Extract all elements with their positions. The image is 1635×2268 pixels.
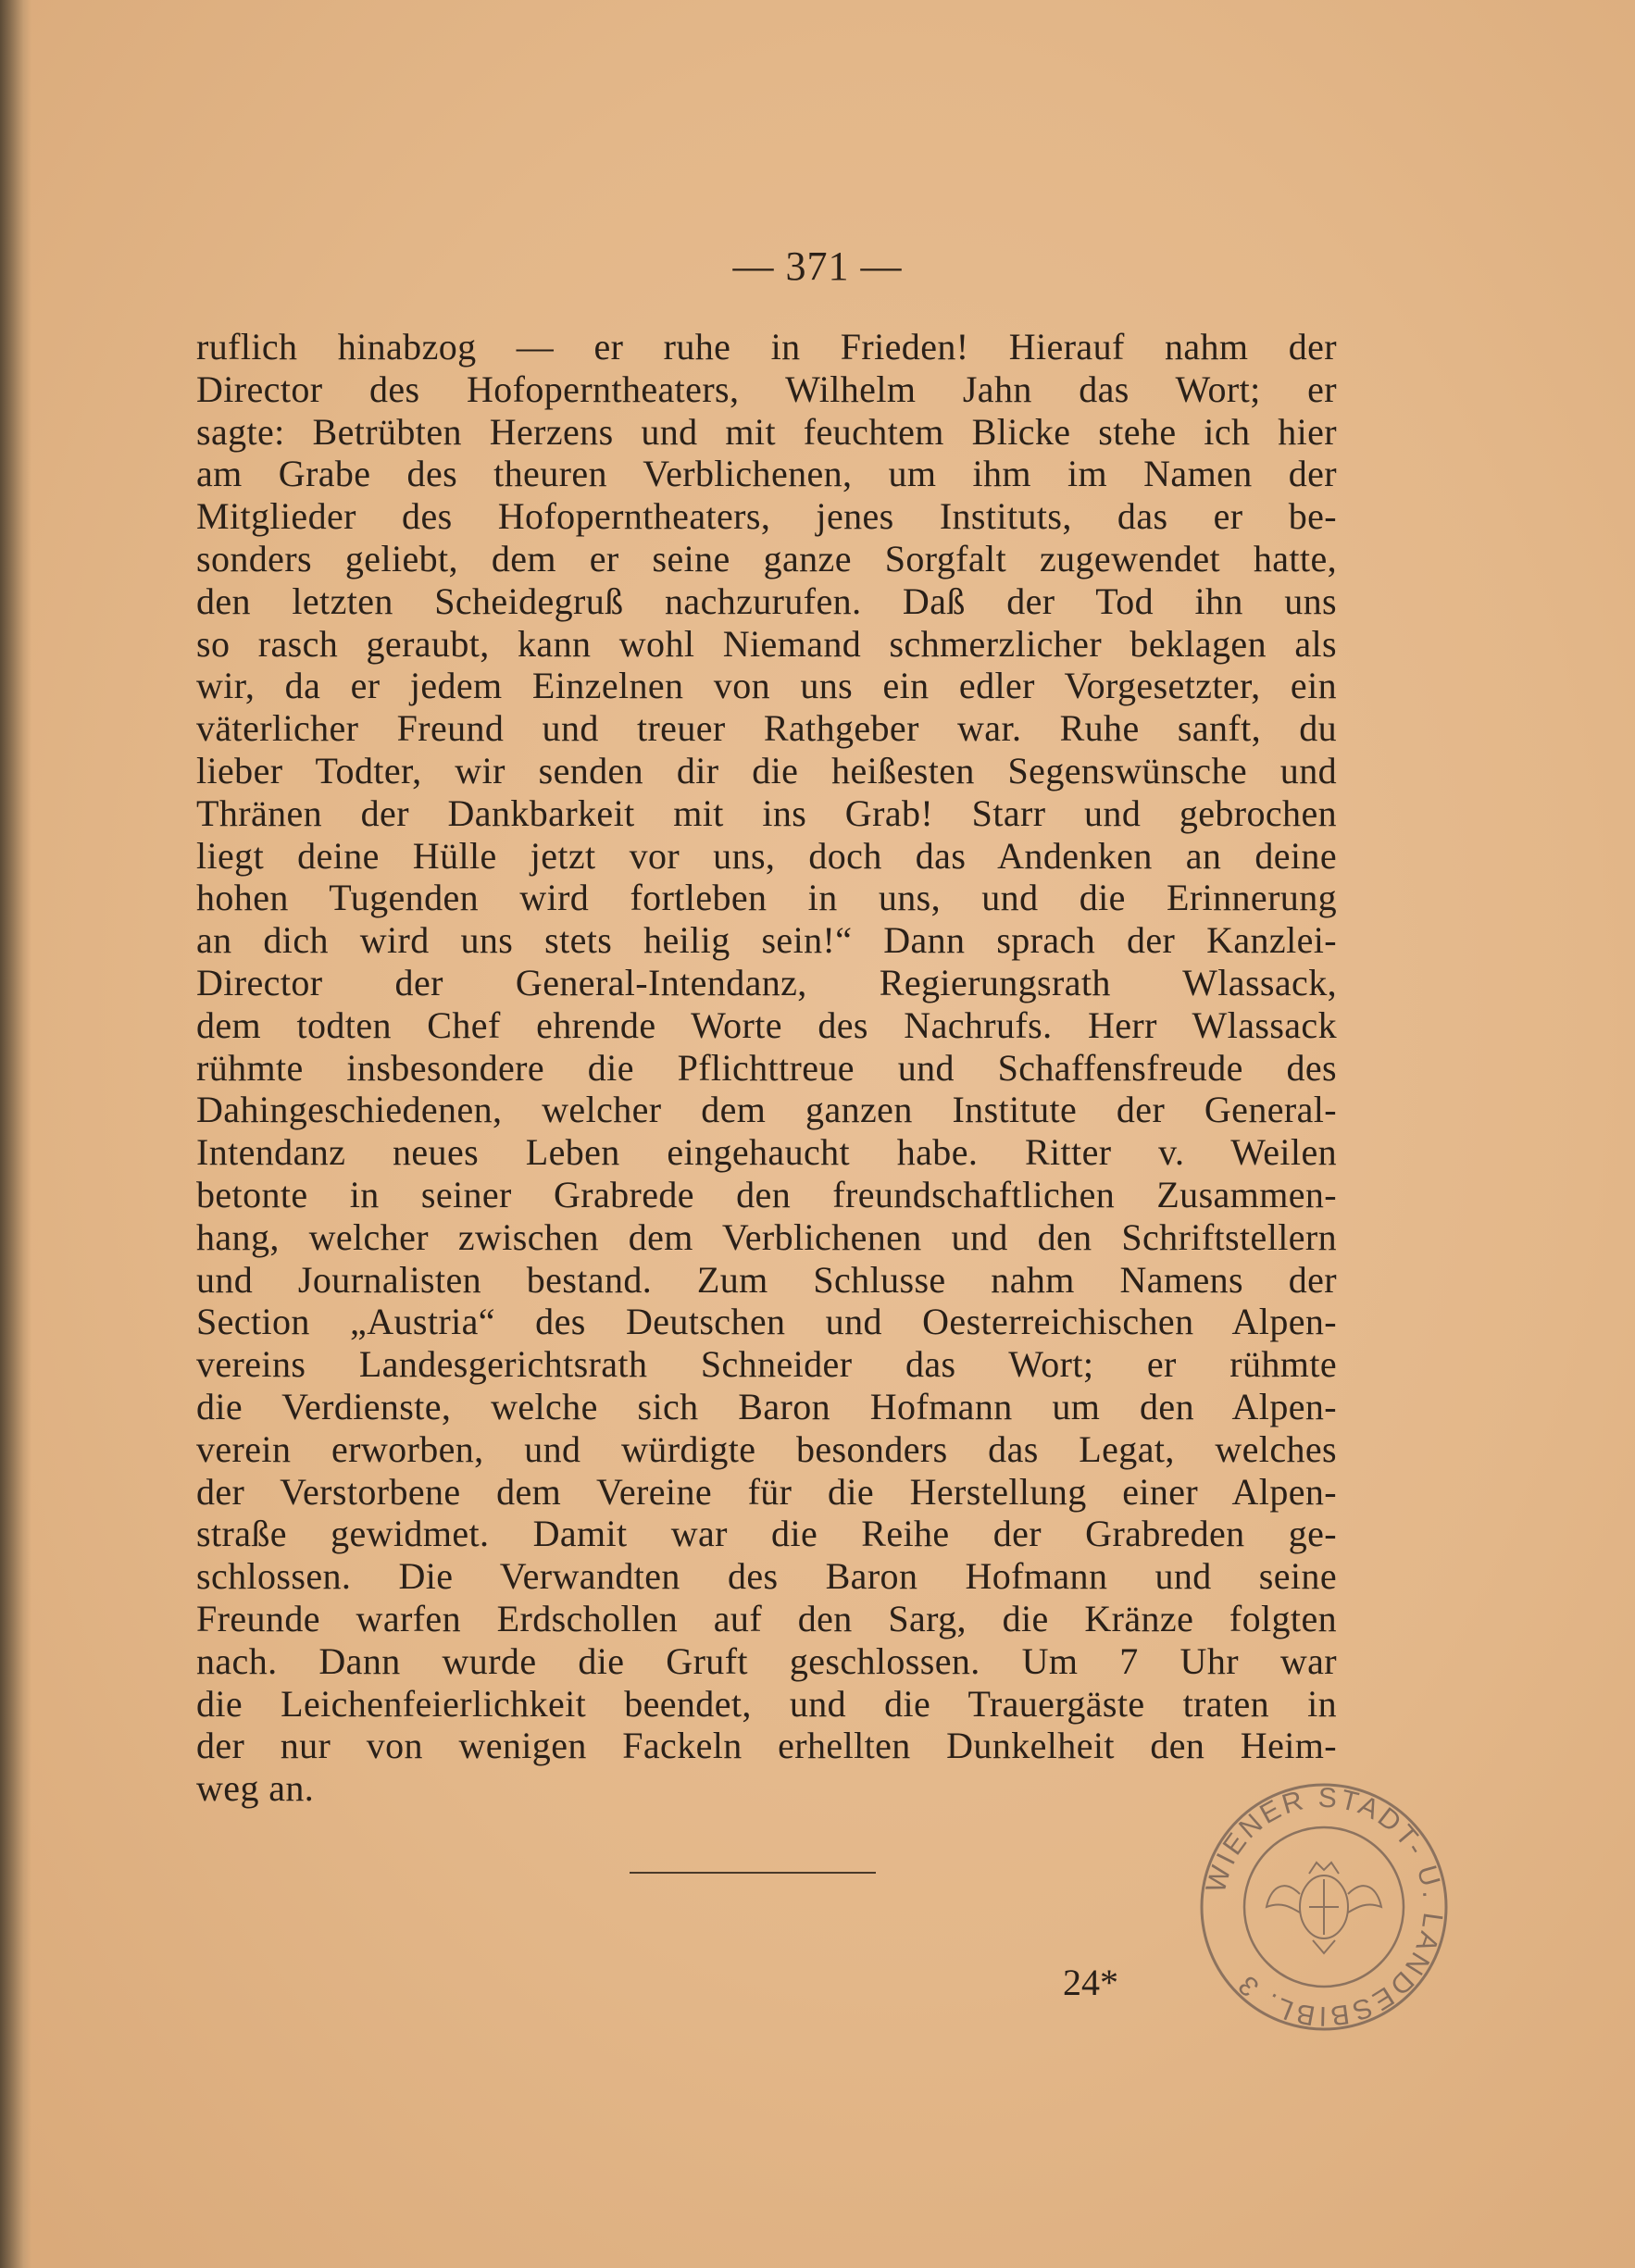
svg-text:WIENER STADT- U. LANDESBIBL. 3: WIENER STADT- U. LANDESBIBL. 3 [1200, 1782, 1449, 2032]
text-line: lieber Todter, wir senden dir die heißesten Segenswünsche und [196, 749, 1337, 791]
text-line: dem todten Chef ehrende Worte des Nachrufs. Herr Wlassack [196, 1003, 1337, 1046]
text-line: Director der General-Intendanz, Regierungsrath Wlassack, [196, 961, 1337, 1003]
text-line: vereins Landesgerichtsrath Schneider das Wort; er rühmte [196, 1343, 1337, 1386]
text-line: hohen Tugenden wird fortleben in uns, und die Erinnerung [196, 877, 1337, 919]
text-line: weg an. [196, 1767, 315, 1810]
text-line: den letzten Scheidegruß nachzurufen. Daß der Tod ihn uns [196, 579, 1337, 622]
text-line: wir, da er jedem Einzelnen von uns ein edler Vorgesetzter, ein [196, 665, 1337, 707]
text-line: betonte in seiner Grabrede den freundschaftlichen Zusammen- [196, 1173, 1337, 1215]
text-line: rühmte insbesondere die Pflichttreue und Schaffensfreude des [196, 1046, 1337, 1089]
text-line: die Verdienste, welche sich Baron Hofmann um den Alpen- [196, 1385, 1337, 1427]
text-line: der Verstorbene dem Vereine für die Herstellung einer Alpen- [196, 1470, 1337, 1513]
body-text [196, 326, 1337, 1810]
text-line: väterlicher Freund und treuer Rathgeber war. Ruhe sanft, du [196, 707, 1337, 750]
text-line: sonders geliebt, dem er seine ganze Sorgfalt zugewendet hatte, [196, 537, 1337, 579]
text-line: Mitglieder des Hofoperntheaters, jenes Instituts, das er be- [196, 495, 1337, 538]
signature-mark: 24* [1063, 1962, 1118, 2003]
text-line: nach. Dann wurde die Gruft geschlossen. Um 7 Uhr war [196, 1639, 1337, 1682]
text-line: schlossen. Die Verwandten des Baron Hofmann und seine [196, 1555, 1337, 1598]
library-stamp [1194, 1777, 1454, 2037]
text-line: so rasch geraubt, kann wohl Niemand schmerzlicher beklagen als [196, 622, 1337, 665]
text-line: der nur von wenigen Fackeln erhellten Dunkelheit den Heim- [196, 1725, 1337, 1767]
text-line: Section „Austria“ des Deutschen und Oesterreichischen Alpen- [196, 1301, 1337, 1343]
text-line: und Journalisten bestand. Zum Schlusse nahm Namens der [196, 1258, 1337, 1301]
text-line: Thränen der Dankbarkeit mit ins Grab! Starr und gebrochen [196, 791, 1337, 834]
text-line: ruflich hinabzog — er ruhe in Frieden! Hierauf nahm der [196, 326, 1337, 368]
text-line: straße gewidmet. Damit war die Reihe der Grabreden ge- [196, 1513, 1337, 1555]
separator-rule [630, 1872, 876, 1874]
text-line: Intendanz neues Leben eingehaucht habe. Ritter v. Weilen [196, 1131, 1337, 1174]
text-line: an dich wird uns stets heilig sein!“ Dann sprach der Kanzlei- [196, 919, 1337, 962]
text-line: die Leichenfeierlichkeit beendet, und die Trauergäste traten in [196, 1682, 1337, 1725]
text-line: Freunde warfen Erdschollen auf den Sarg, die Kränze folgten [196, 1597, 1337, 1639]
eagle-emblem [1267, 1863, 1381, 1953]
text-line: hang, welcher zwischen dem Verblichenen und den Schriftstellern [196, 1215, 1337, 1258]
text-line: verein erworben, und würdigte besonders das Legat, welches [196, 1427, 1337, 1470]
text-line: liegt deine Hülle jetzt vor uns, doch das Andenken an deine [196, 834, 1337, 877]
text-line: am Grabe des theuren Verblichenen, um ihm im Namen der [196, 453, 1337, 495]
text-line: sagte: Betrübten Herzens und mit feuchtem Blicke stehe ich hier [196, 410, 1337, 453]
page-number: — 371 — [732, 243, 903, 289]
binding-edge [0, 0, 31, 2268]
text-line: Director des Hofoperntheaters, Wilhelm Jahn das Wort; er [196, 368, 1337, 410]
text-line: Dahingeschiedenen, welcher dem ganzen Institute der General- [196, 1089, 1337, 1131]
